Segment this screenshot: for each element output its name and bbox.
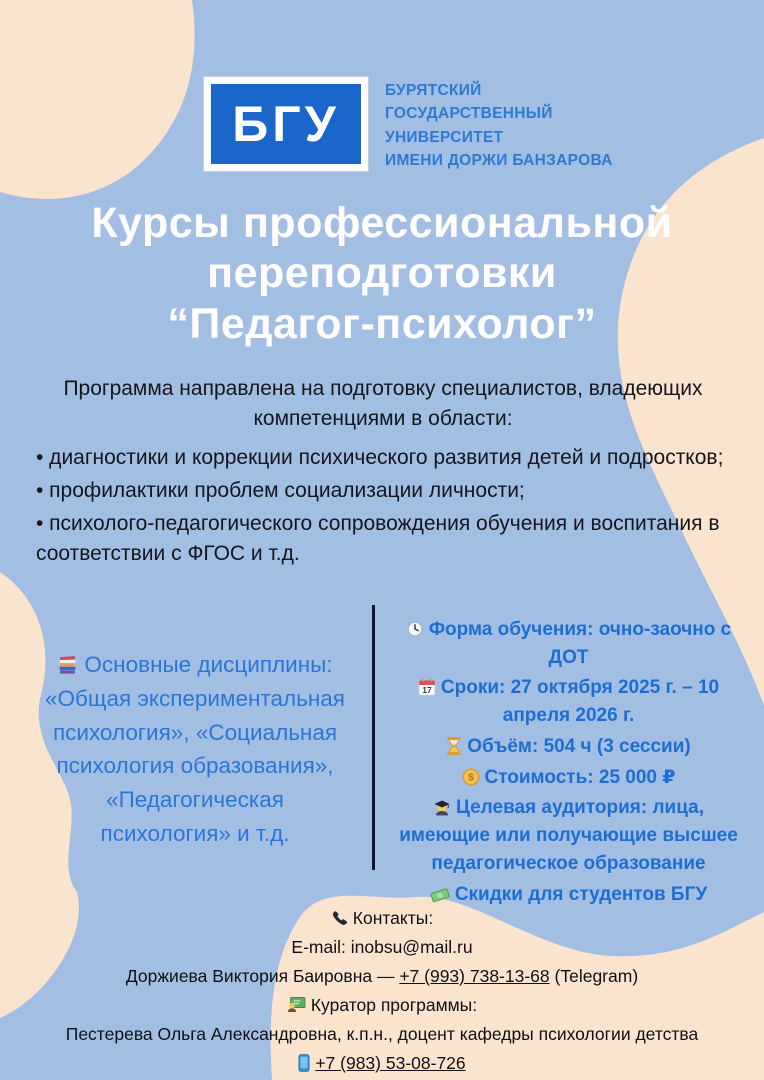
graduate-icon: [433, 798, 451, 816]
detail-item: [385, 616, 752, 671]
contact-person-suffix: (Telegram): [549, 966, 639, 986]
poster-title-line: переподготовки: [207, 249, 557, 298]
curator-heading-line: [0, 991, 764, 1019]
banknote-icon: [430, 887, 450, 903]
hourglass-icon: [446, 737, 462, 755]
teacher-icon: [287, 996, 306, 1014]
bullet-item: • профилактики проблем социализации личности;: [36, 479, 525, 503]
disciplines-section: [0, 600, 372, 890]
contact-person-name: Доржиева Виктория Баировна —: [125, 966, 400, 986]
clock-icon: [406, 620, 424, 638]
program-description: [36, 374, 730, 572]
detail-text: Стоимость: 25 000 ₽: [484, 766, 676, 788]
detail-text: Сроки: 27 октября 2025 г. – 10 апреля 2026 г.: [440, 677, 720, 727]
university-name-line: ИМЕНИ ДОРЖИ БАНЗАРОВА: [385, 151, 613, 169]
info-columns: [0, 600, 764, 905]
svg-text:$: $: [467, 771, 474, 784]
bullet-item: • психолого-педагогического сопровождения обучения и воспитания в соответствии с ФГОС и т.д.: [36, 512, 720, 566]
books-icon: [57, 656, 79, 675]
poster-title-line: “Педагог-психолог”: [167, 299, 597, 348]
blob-top-left: [0, 0, 195, 199]
university-name-line: ГОСУДАРСТВЕННЫЙ: [385, 105, 553, 123]
program-bullets: [36, 443, 730, 569]
header: [203, 76, 613, 172]
calendar-day: 17: [422, 685, 432, 696]
disciplines-text: «Общая экспериментальная психология», «Социальная психология образования», «Педагогическая психология» и т.д.: [45, 685, 345, 846]
mobile-phone-icon: [298, 1054, 310, 1072]
calendar-icon: [418, 678, 436, 696]
contacts-heading: Контакты:: [352, 908, 434, 928]
curator-heading: Куратор программы:: [310, 995, 478, 1015]
curator-phone-line: [0, 1049, 764, 1077]
detail-item: [385, 674, 752, 729]
university-name-line: УНИВЕРСИТЕТ: [385, 128, 504, 146]
detail-item: [385, 794, 752, 877]
university-name-line: БУРЯТСКИЙ: [385, 82, 482, 99]
bullet-item: • диагностики и коррекции психического развития детей и подростков;: [36, 446, 724, 470]
coin-icon: [462, 768, 480, 786]
disciplines-paragraph: [38, 648, 352, 851]
phone-link-telegram[interactable]: +7 (993) 738-13-68: [399, 966, 550, 986]
contacts-email: E-mail: inobsu@mail.ru: [291, 937, 473, 957]
contacts-person-line: [0, 962, 764, 990]
detail-text: Объём: 504 ч (3 сессии): [467, 735, 691, 757]
detail-item: [385, 764, 752, 792]
contacts-heading-line: [0, 904, 764, 932]
disciplines-heading: Основные дисциплины:: [84, 652, 333, 677]
course-details: [375, 600, 764, 905]
poster-title-line: Курсы профессиональной: [91, 199, 673, 247]
detail-item: [385, 733, 752, 761]
phone-link-curator[interactable]: +7 (983) 53-08-726: [315, 1053, 466, 1073]
university-name: [385, 76, 613, 172]
contacts-section: [0, 903, 764, 1078]
program-lead: Программа направлена на подготовку специалистов, владеющих компетенциями в области:: [63, 377, 703, 431]
phone-receiver-icon: [331, 910, 348, 927]
bgu-logo: [203, 76, 369, 172]
detail-text: Форма обучения: очно-заочно с ДОТ: [428, 619, 732, 668]
detail-text: Скидки для студентов БГУ: [454, 883, 708, 905]
poster-title: [0, 198, 764, 349]
detail-text: Целевая аудитория: лица, имеющие или получающие высшее педагогическое образование: [399, 797, 738, 874]
bgu-logo-letters: БГУ: [211, 84, 361, 164]
curator-name: Пестерева Ольга Александровна, к.п.н., доцент кафедры психологии детства: [65, 1024, 699, 1044]
